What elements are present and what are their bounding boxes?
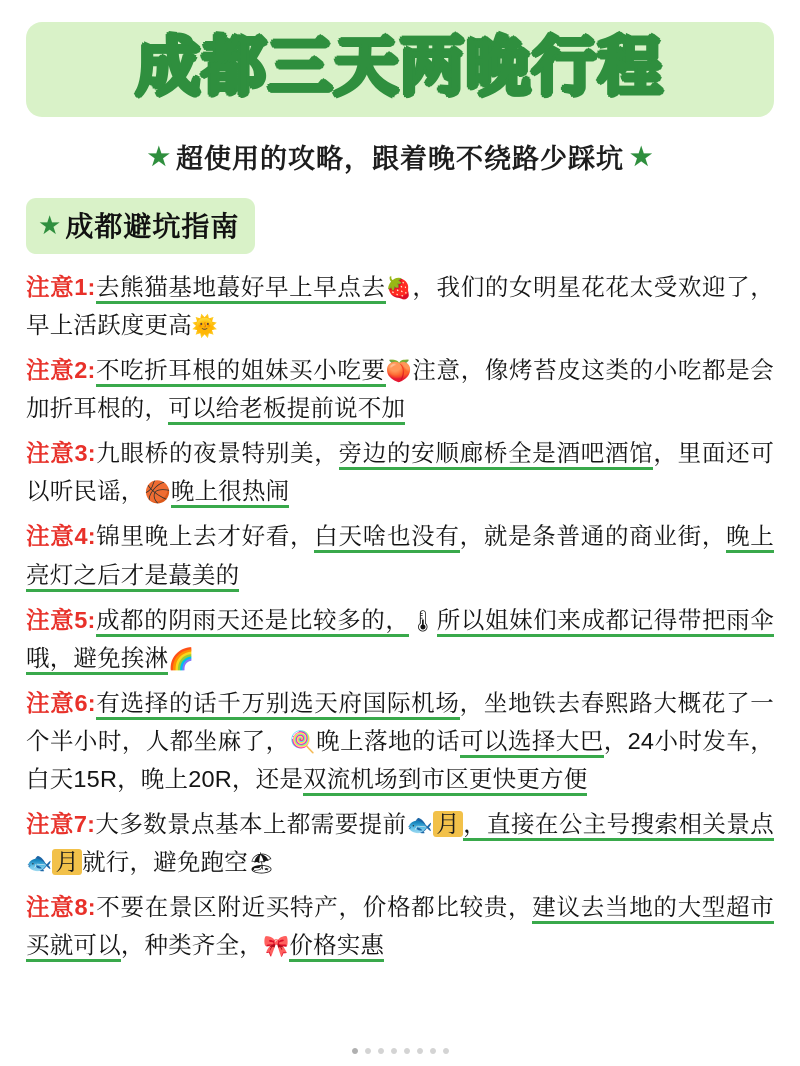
note-paragraph [26, 268, 774, 344]
emoji-icon: 🍓 [385, 276, 413, 301]
note-text: 月 [52, 849, 82, 875]
pager-dot[interactable] [417, 1048, 423, 1054]
note-paragraph [26, 517, 774, 593]
highlighted-text: 不吃折耳根的姐妹买小吃要 [96, 357, 386, 387]
section-heading [26, 198, 255, 254]
emoji-icon: 🌞 [191, 314, 219, 339]
note-label: 注意2: [26, 357, 96, 384]
pager-dot[interactable] [391, 1048, 397, 1054]
emoji-icon: 🐟 [26, 850, 53, 875]
title-banner [26, 22, 774, 117]
note-text: ，24小时发车，白天15R，晚上20R，还是 [26, 727, 774, 792]
emoji-icon: 🌈 [168, 646, 195, 671]
emoji-icon: 🐟 [406, 812, 434, 837]
note-label: 注意6: [26, 689, 96, 716]
highlighted-text: 双流机场到市区更快更方便 [303, 766, 587, 796]
note-paragraph [26, 805, 774, 881]
pager-dot[interactable] [404, 1048, 410, 1054]
highlighted-text: ，直接在公主号搜索相关景点 [463, 811, 774, 841]
emoji-icon: 🌡 [409, 608, 437, 633]
highlighted-text: 可以给老板提前说不加 [168, 395, 405, 425]
note-text: 晚上落地的话 [316, 727, 460, 754]
note-paragraph [26, 888, 774, 964]
emoji-icon: 🎀 [263, 934, 290, 959]
highlighted-text: 避免挨淋 [73, 645, 168, 675]
note-paragraph [26, 434, 774, 510]
note-text: ，种类齐全， [120, 932, 264, 959]
note-text: 注意，像烤苔皮这类的小吃都是会加折耳根的， [26, 357, 775, 422]
note-label: 注意3: [26, 440, 96, 467]
highlighted-text: 价格实惠 [289, 932, 384, 962]
highlighted-text: 所以姐妹们来成都记得带把雨伞哦， [26, 607, 774, 675]
note-text: 大多数景点基本上都需要提前 [95, 810, 407, 837]
note-paragraph [26, 351, 774, 427]
star-icon: ★ [630, 142, 653, 171]
highlighted-text: 晚上很热闹 [171, 478, 290, 508]
note-text: ，就是条普通的商业街， [459, 523, 727, 550]
emoji-icon: 🍭 [289, 729, 317, 754]
page-title: 成都三天两晚行程 [136, 31, 664, 105]
pager-dot[interactable] [443, 1048, 449, 1054]
star-icon: ★ [147, 142, 170, 171]
pager-dot[interactable] [352, 1048, 358, 1054]
subtitle-row [26, 137, 774, 176]
note-text: ，我们的女明星花花太受欢迎了，早上活跃度更高 [26, 274, 775, 339]
emoji-icon: 🏀 [144, 480, 171, 505]
highlighted-text: 白天啥也没有 [314, 523, 459, 553]
pager-dot[interactable] [378, 1048, 384, 1054]
note-label: 注意7: [26, 810, 96, 837]
highlighted-text: 旁边的安顺廊桥全是酒吧酒馆 [339, 440, 654, 470]
note-text: ，坐地铁去春熙路大概花了一个半小时，人都坐麻了， [26, 689, 774, 754]
note-label: 注意1: [26, 274, 96, 301]
star-icon: ★ [38, 209, 62, 240]
highlighted-text: 有选择的话千万别选天府国际机场 [96, 690, 460, 720]
note-text: 锦里晚上去才好看， [95, 523, 315, 550]
note-text: ，里面还可以听民谣， [26, 440, 775, 505]
pager-dot[interactable] [430, 1048, 436, 1054]
emoji-icon: 🏖 [247, 850, 275, 875]
highlighted-text: 可以选择大巴 [460, 728, 604, 758]
note-label: 注意4: [26, 523, 96, 550]
note-text: 月 [433, 811, 463, 837]
pager-dot[interactable] [365, 1048, 371, 1054]
note-label: 注意8: [26, 894, 96, 921]
emoji-icon: 🍑 [385, 359, 413, 384]
note-paragraph [26, 601, 774, 677]
note-text: 就行，避免跑空 [82, 848, 248, 875]
highlighted-text: 晚上亮灯之后才是蕞美的 [26, 523, 774, 591]
highlighted-text: 去熊猫基地蕞好早上早点去 [96, 274, 386, 304]
subtitle-text: 超使用的攻略，跟着晚不绕路少踩坑 [176, 144, 624, 175]
note-text: 九眼桥的夜景特别美， [95, 440, 339, 467]
note-label: 注意5: [26, 606, 96, 633]
notes-list [26, 268, 774, 964]
note-paragraph [26, 684, 774, 798]
pager-dots[interactable] [0, 1048, 800, 1054]
highlighted-text: 成都的阴雨天还是比较多的， [96, 607, 410, 637]
section-heading-label: 成都避坑指南 [65, 211, 240, 243]
highlighted-text: 建议去当地的大型超市买就可以 [26, 894, 774, 962]
note-text: 不要在景区附近买特产，价格都比较贵， [95, 894, 533, 921]
